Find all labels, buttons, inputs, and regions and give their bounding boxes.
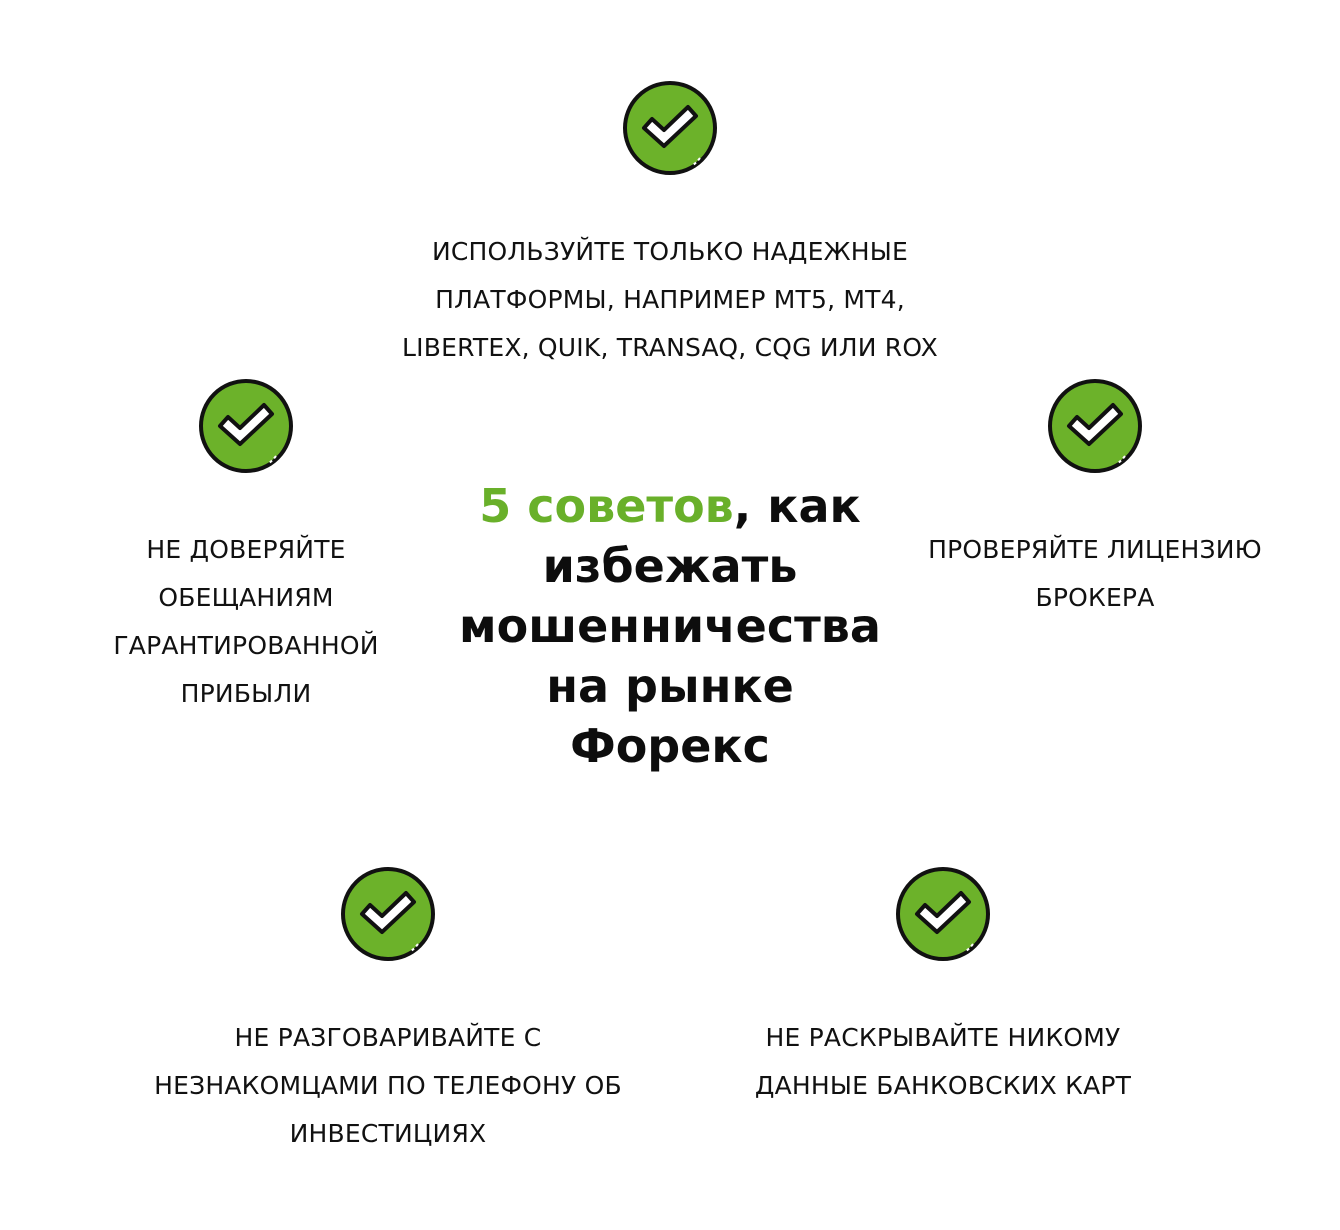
check-circle-icon — [340, 866, 436, 962]
tip-left — [86, 378, 406, 718]
tip-text: НЕ РАСКРЫВАЙТЕ НИКОМУ ДАННЫЕ БАНКОВСКИХ КАРТ — [754, 1023, 1132, 1100]
check-circle-icon — [895, 866, 991, 962]
tip-text: ПРОВЕРЯЙТЕ ЛИЦЕНЗИЮ БРОКЕРА — [928, 535, 1262, 612]
tip-top — [380, 80, 960, 372]
title-accent: 5 советов — [479, 479, 734, 533]
tip-text: НЕ РАЗГОВАРИВАЙТЕ С НЕЗНАКОМЦАМИ ПО ТЕЛЕФОНУ ОБ ИНВЕСТИЦИЯХ — [154, 1023, 622, 1148]
page-title — [450, 476, 890, 776]
tip-right — [925, 378, 1265, 622]
check-circle-icon — [198, 378, 294, 474]
tip-bottom-left — [138, 866, 638, 1158]
tip-bottom-right — [718, 866, 1168, 1110]
check-circle-icon — [1047, 378, 1143, 474]
tip-text: ИСПОЛЬЗУЙТЕ ТОЛЬКО НАДЕЖНЫЕ ПЛАТФОРМЫ, НАПРИМЕР MT5, MT4, LIBERTEX, QUIK, TRANSAQ, CQG ИЛИ ROX — [402, 237, 938, 362]
check-circle-icon — [622, 80, 718, 176]
tip-text: НЕ ДОВЕРЯЙТЕ ОБЕЩАНИЯМ ГАРАНТИРОВАННОЙ ПРИБЫЛИ — [113, 535, 379, 708]
title-rest: , как избежать мошенничества на рынке Форекс — [459, 479, 881, 773]
